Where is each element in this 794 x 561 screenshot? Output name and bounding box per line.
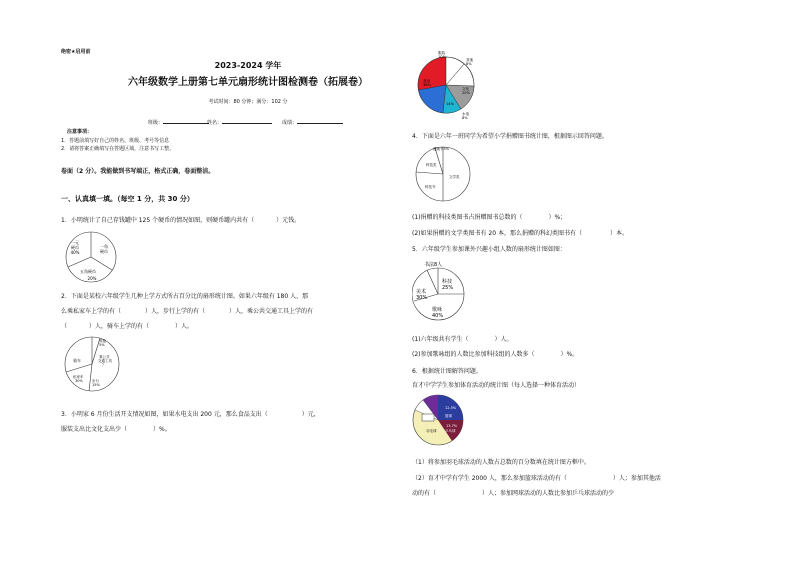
question-5-sub2: (2)参加歌咏组的人数比参加科技组的人数多（ ）%。 (412, 351, 579, 358)
label-bike: 骑车 (73, 358, 81, 363)
chart-caption: 育才中学学生参加体育活动的统计图（每人选择一种体育活动） (412, 382, 581, 389)
label-comic: 漫画书5% (433, 147, 450, 151)
score-field: 成绩： (282, 117, 343, 126)
notes-heading: 注意事项： (67, 129, 93, 135)
book-pie-chart (413, 142, 475, 204)
label-calligraphy: 书法8人 (424, 262, 443, 268)
label-sci-book: 科技书 (425, 185, 436, 189)
label-public: 乘公共交通工具？ (98, 355, 112, 367)
coin-pie-chart (61, 230, 121, 284)
question-6-sub3: 动的有（ ）人；参加网球活动的人数比参加乒乓球活动的少 (412, 490, 615, 497)
question-2-line1: 2．下面是某校六年级学生几种上学方式所占百分比的扇形统计图。如果六年级有 180 人，那 (61, 293, 309, 300)
class-field: 班级： (148, 117, 209, 126)
label-food: 食品 38% (423, 79, 431, 87)
question-5-sub1: (1)六年级共有学生（ ）人。 (412, 336, 513, 343)
question-4: 4．下面是六年一班同学为希望小学捐赠图书统计图，根据图示回答问题。 (412, 133, 608, 140)
section-heading: 一、认真填一填。（每空 1 分，共 30 分） (61, 195, 194, 203)
label-five-jiao: 五角硬币 (80, 269, 96, 274)
label-one-jiao: 一角硬币 (100, 244, 108, 254)
label-other: 其他 8% (466, 58, 474, 66)
label-culture: 文化 20% (462, 87, 470, 95)
answer-box (422, 414, 434, 421)
question-2-line2: 么乘私家车上学的有（ ）人，步行上学的有（ ）人，乘公共交通工具上学的有 (61, 308, 314, 315)
question-6-sub2: （2）育才中学有学生 2000 人，那么参加篮球活动的有（ ）人；参加其他活 (412, 475, 661, 482)
page-title: 六年级数学上册第七单元扇形统计图检测卷（拓展卷） (128, 77, 368, 88)
label-basketball: 篮球 (445, 414, 452, 418)
label-pingpong: 乒乓球 (445, 429, 456, 433)
question-4-sub1: (1)捐赠的科技类图书占捐赠图书总数的（ ）%； (412, 214, 567, 221)
question-5: 5．六年级学生参加课外兴趣小组人数的扇形统计图如图： (412, 246, 566, 253)
label-science: 科技 25% (442, 279, 454, 291)
note-item: 2．请将答案正确填写在答题区域，注意书写工整。 (61, 146, 175, 152)
label-private: 私家车 30% (73, 375, 84, 383)
question-6: 6．根据统计图解答问题。 (412, 368, 482, 375)
commute-pie-chart (61, 332, 123, 394)
question-2-line3: （ ）人，骑车上学的有（ ）人。 (61, 323, 194, 330)
label-utilities: 水电 8% (462, 112, 470, 120)
label-14: 14% (446, 102, 454, 106)
note-item: 1．答题前填写好自己的姓名、班级、考号等信息 (61, 138, 170, 144)
label-other: 其他 5% (99, 339, 106, 347)
title-year: 2023-2024 学年 (214, 61, 282, 70)
secret-label: 绝密★启用前 (61, 49, 91, 55)
label-badminton: 羽毛球 (426, 429, 437, 433)
neatness-note: 卷面（2 分）。我能做到书写端正，格式正确，卷面整洁。 (61, 168, 215, 175)
label-pct1: 12.5% (445, 406, 457, 410)
label-song: 歌咏 40% (432, 307, 444, 319)
label-one-yuan: 一元硬币 40% (70, 240, 80, 255)
label-walk: 步行 15% (92, 379, 100, 387)
label-clothes: 服装 10% (438, 51, 446, 59)
question-3-line2: 服装支出比文化支出少（ ）%。 (61, 426, 171, 433)
label-science: 科技类 (426, 163, 437, 167)
interest-pie-chart (412, 258, 472, 326)
expense-pie-chart (413, 48, 485, 120)
label-art: 美术 30% (416, 289, 428, 301)
label-literature: 文学类 (449, 175, 460, 179)
question-3-line1: 3．小明家 6 月份生活开支情况如图，如果水电支出 200 元，那么食品支出（ ）元， (61, 411, 320, 418)
name-field: 姓名： (207, 117, 272, 126)
question-6-sub1: （1）将参加羽毛球活动的人数占总数的百分数填在统计图方框中。 (412, 459, 590, 466)
sports-pie-chart (412, 392, 472, 452)
question-4-sub2: (2)如果捐赠的文学类图书有 20 本，那么捐赠的科幻类图书有（ ）本。 (412, 230, 628, 237)
exam-info: 考试时间：80 分钟；满分：102 分 (208, 99, 288, 105)
label-20pct: 20% (87, 276, 97, 281)
label-pct2: 13.7% (446, 424, 458, 428)
question-1: 1．小明统计了自己存钱罐中 125 个硬币的情况如图，则硬币罐内共有（ ）元钱。 (61, 217, 301, 224)
